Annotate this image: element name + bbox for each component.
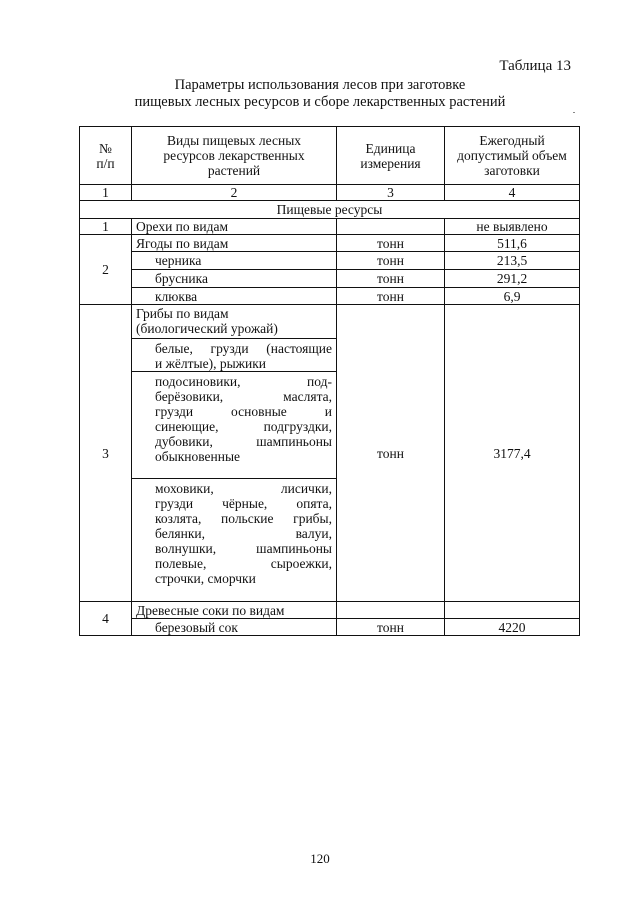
volume-cell: 3177,4	[445, 305, 580, 602]
row-number: 3	[80, 305, 132, 602]
table-row	[80, 252, 580, 270]
unit-cell: тонн	[337, 288, 445, 305]
header-species: Виды пищевых лесных ресурсов лекарственных растений	[132, 127, 337, 185]
column-number-row	[80, 185, 580, 201]
resource-group: моховики, лисички, грузди чёрные, опята, козлята, польские грибы, белянки, валуи, волнушки, шампиньоны полевые, сыроежки, строчки, сморчки	[132, 478, 336, 601]
col-number: 3	[337, 185, 445, 201]
row-number: 1	[80, 219, 132, 235]
header-num: № п/п	[80, 127, 132, 185]
volume-cell: 511,6	[445, 235, 580, 252]
table-row	[80, 619, 580, 636]
resource-item: черника	[132, 252, 337, 270]
unit-cell: тонн	[337, 235, 445, 252]
table-row	[80, 305, 580, 602]
col-number: 4	[445, 185, 580, 201]
volume-cell: не выявлено	[445, 219, 580, 235]
scan-speck	[573, 112, 575, 113]
volume-cell	[445, 602, 580, 619]
section-title: Пищевые ресурсы	[80, 201, 580, 219]
resource-item: клюква	[132, 288, 337, 305]
section-row	[80, 201, 580, 219]
unit-cell: тонн	[337, 619, 445, 636]
title-line: пищевых лесных ресурсов и сборе лекарственных растений	[134, 94, 506, 110]
resource-name: Грибы по видам (биологический урожай)	[136, 306, 278, 336]
resource-item: березовый сок	[132, 619, 337, 636]
resource-name: Ягоды по видам	[132, 235, 337, 252]
row-number: 2	[80, 235, 132, 305]
resource-name: Орехи по видам	[132, 219, 337, 235]
table-row	[80, 270, 580, 288]
header-row	[80, 127, 580, 185]
header-unit: Единица измерения	[337, 127, 445, 185]
page-number: 120	[310, 851, 330, 866]
header-volume: Ежегодный допустимый объем заготовки	[445, 127, 580, 185]
volume-cell: 4220	[445, 619, 580, 636]
col-number: 1	[80, 185, 132, 201]
volume-cell: 6,9	[445, 288, 580, 305]
mushroom-groups	[132, 305, 337, 602]
unit-cell	[337, 602, 445, 619]
table-row	[80, 235, 580, 252]
resource-table	[79, 126, 580, 636]
page-title	[0, 77, 640, 111]
table-row	[80, 288, 580, 305]
unit-cell: тонн	[337, 305, 445, 602]
table-row	[80, 602, 580, 619]
unit-cell: тонн	[337, 270, 445, 288]
table-row	[80, 219, 580, 235]
title-line: Параметры использования лесов при заготовке	[174, 77, 466, 93]
table-label: Таблица 13	[499, 58, 571, 74]
unit-cell: тонн	[337, 252, 445, 270]
volume-cell: 213,5	[445, 252, 580, 270]
row-number: 4	[80, 602, 132, 636]
volume-cell: 291,2	[445, 270, 580, 288]
resource-item: брусника	[132, 270, 337, 288]
resource-group: подосиновики, под- берёзовики, маслята, грузди основные и синеющие, подгруздки, дубовики, шампиньоны обыкновенные	[132, 371, 336, 478]
resource-name: Древесные соки по видам	[132, 602, 337, 619]
unit-cell	[337, 219, 445, 235]
resource-group: белые, грузди (настоящие и жёлтые), рыжики	[132, 338, 336, 371]
col-number: 2	[132, 185, 337, 201]
